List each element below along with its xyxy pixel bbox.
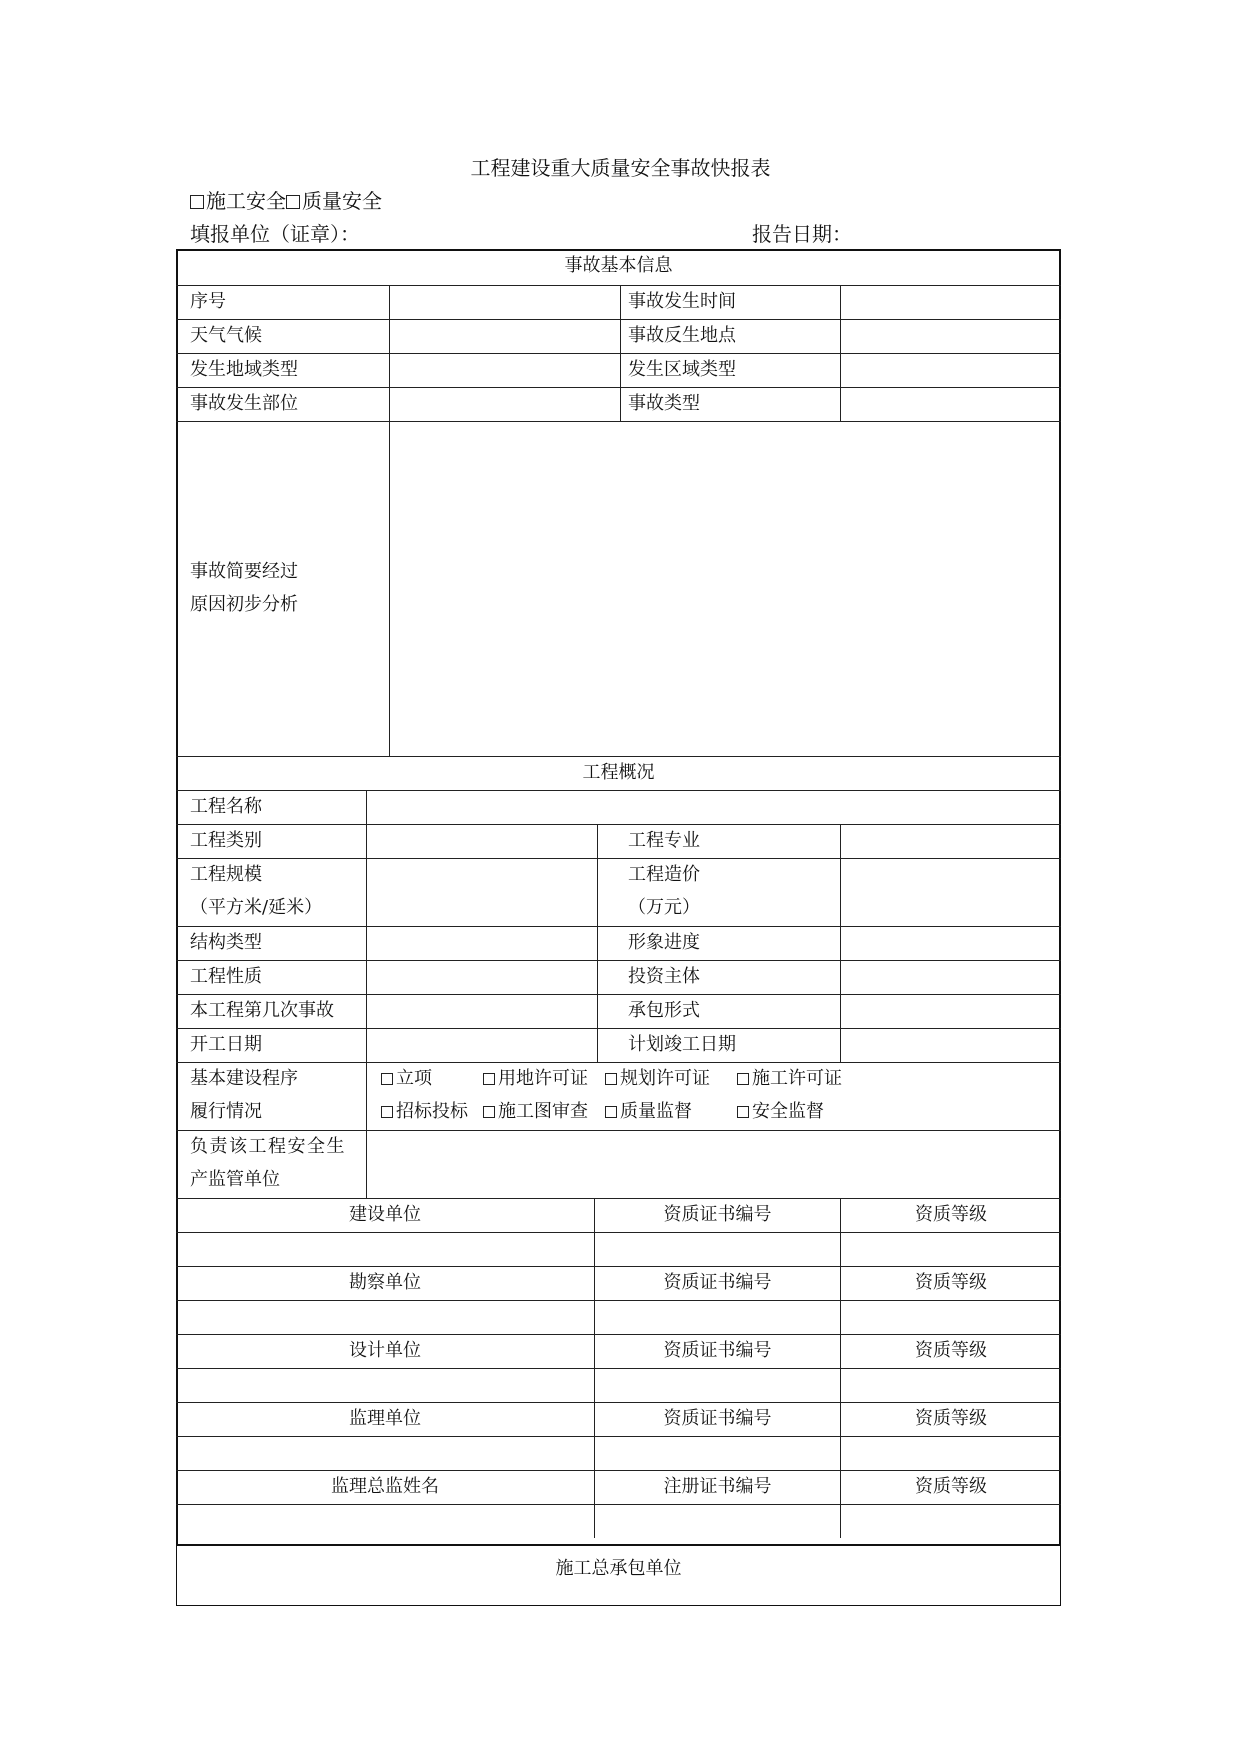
general-contractor-label: 施工总承包单位 bbox=[555, 1558, 682, 1579]
start-date-label: 开工日期 bbox=[190, 1034, 262, 1055]
drawing-review-label: 施工图审查 bbox=[498, 1101, 588, 1122]
accident-type-label: 事故类型 bbox=[628, 393, 700, 414]
accident-summary-field[interactable] bbox=[390, 422, 1059, 755]
procedure-approval-checkbox[interactable] bbox=[381, 1062, 432, 1095]
project-cost-label-line2: （万元） bbox=[628, 897, 700, 918]
procedure-label-line1: 基本建设程序 bbox=[190, 1068, 298, 1089]
accident-location-label: 事故反生地点 bbox=[628, 325, 736, 346]
area-type-label: 发生区域类型 bbox=[628, 359, 736, 380]
supervision-unit-cert-header: 资质证书编号 bbox=[663, 1408, 772, 1429]
construction-safety-label: 施工安全 bbox=[206, 189, 286, 213]
quality-supervision-checkbox[interactable] bbox=[605, 1095, 692, 1128]
progress-label: 形象进度 bbox=[628, 932, 700, 953]
chief-supervisor-header: 监理总监姓名 bbox=[331, 1476, 439, 1497]
design-unit-cert-header: 资质证书编号 bbox=[663, 1340, 772, 1361]
summary-label-line2: 原因初步分析 bbox=[190, 594, 298, 615]
supervision-unit-grade-header: 资质等级 bbox=[915, 1408, 987, 1429]
supervision-unit-header: 监理单位 bbox=[349, 1408, 421, 1429]
summary-label-line1: 事故简要经过 bbox=[190, 561, 298, 582]
project-specialty-label: 工程专业 bbox=[628, 830, 700, 851]
bidding-label: 招标投标 bbox=[396, 1101, 468, 1122]
accident-time-label: 事故发生时间 bbox=[628, 291, 736, 312]
report-form bbox=[176, 249, 1061, 1606]
project-name-label: 工程名称 bbox=[190, 796, 262, 817]
chief-supervisor-grade-header: 资质等级 bbox=[915, 1476, 987, 1497]
accident-part-label: 事故发生部位 bbox=[190, 393, 298, 414]
design-unit-grade-header: 资质等级 bbox=[915, 1340, 987, 1361]
construction-safety-checkbox[interactable] bbox=[190, 189, 286, 213]
project-nature-label: 工程性质 bbox=[190, 966, 262, 987]
survey-unit-cert-header: 资质证书编号 bbox=[663, 1272, 772, 1293]
land-permit-label: 用地许可证 bbox=[498, 1068, 588, 1089]
structure-type-label: 结构类型 bbox=[190, 932, 262, 953]
planning-permit-label: 规划许可证 bbox=[620, 1068, 710, 1089]
drawing-review-checkbox[interactable] bbox=[483, 1095, 588, 1128]
quality-safety-checkbox[interactable] bbox=[286, 189, 382, 213]
chief-supervisor-cert-header: 注册证书编号 bbox=[663, 1476, 772, 1497]
supervisor-label-line1: 负责该工程安全生 bbox=[190, 1136, 346, 1157]
contract-form-label: 承包形式 bbox=[628, 1000, 700, 1021]
construction-permit-label: 施工许可证 bbox=[752, 1068, 842, 1089]
safety-supervision-label: 安全监督 bbox=[752, 1101, 824, 1122]
construction-unit-header: 建设单位 bbox=[349, 1204, 421, 1225]
construction-permit-checkbox[interactable] bbox=[737, 1062, 842, 1095]
construction-unit-cert-header: 资质证书编号 bbox=[663, 1204, 772, 1225]
supervisor-field[interactable] bbox=[367, 1131, 1059, 1197]
project-scale-label-line1: 工程规模 bbox=[190, 864, 262, 885]
project-cost-label-line1: 工程造价 bbox=[628, 864, 700, 885]
planning-permit-checkbox[interactable] bbox=[605, 1062, 710, 1095]
construction-unit-grade-header: 资质等级 bbox=[915, 1204, 987, 1225]
quality-supervision-label: 质量监督 bbox=[620, 1101, 692, 1122]
planned-completion-label: 计划竣工日期 bbox=[628, 1034, 736, 1055]
procedure-label-line2: 履行情况 bbox=[190, 1101, 262, 1122]
basic-info-section-title: 事故基本信息 bbox=[564, 255, 673, 276]
procedure-approval-label: 立项 bbox=[396, 1068, 432, 1089]
design-unit-header: 设计单位 bbox=[349, 1340, 421, 1361]
region-type-label: 发生地域类型 bbox=[190, 359, 298, 380]
survey-unit-header: 勘察单位 bbox=[349, 1272, 421, 1293]
weather-label: 天气气候 bbox=[190, 325, 262, 346]
project-name-field[interactable] bbox=[367, 791, 1059, 823]
report-date-label: 报告日期： bbox=[752, 222, 852, 246]
project-scale-label-line2: （平方米/延米） bbox=[190, 897, 323, 918]
safety-supervision-checkbox[interactable] bbox=[737, 1095, 824, 1128]
project-category-label: 工程类别 bbox=[190, 830, 262, 851]
accident-count-label: 本工程第几次事故 bbox=[190, 1000, 334, 1021]
investor-label: 投资主体 bbox=[628, 966, 700, 987]
fill-unit-label: 填报单位（证章）： bbox=[190, 222, 360, 246]
supervisor-label-line2: 产监管单位 bbox=[190, 1169, 280, 1190]
safety-type-options bbox=[190, 185, 382, 214]
bidding-checkbox[interactable] bbox=[381, 1095, 468, 1128]
serial-number-label: 序号 bbox=[190, 291, 226, 312]
survey-unit-grade-header: 资质等级 bbox=[915, 1272, 987, 1293]
project-section-title: 工程概况 bbox=[582, 762, 655, 783]
land-permit-checkbox[interactable] bbox=[483, 1062, 588, 1095]
form-title: 工程建设重大质量安全事故快报表 bbox=[470, 156, 771, 180]
quality-safety-label: 质量安全 bbox=[302, 189, 382, 213]
